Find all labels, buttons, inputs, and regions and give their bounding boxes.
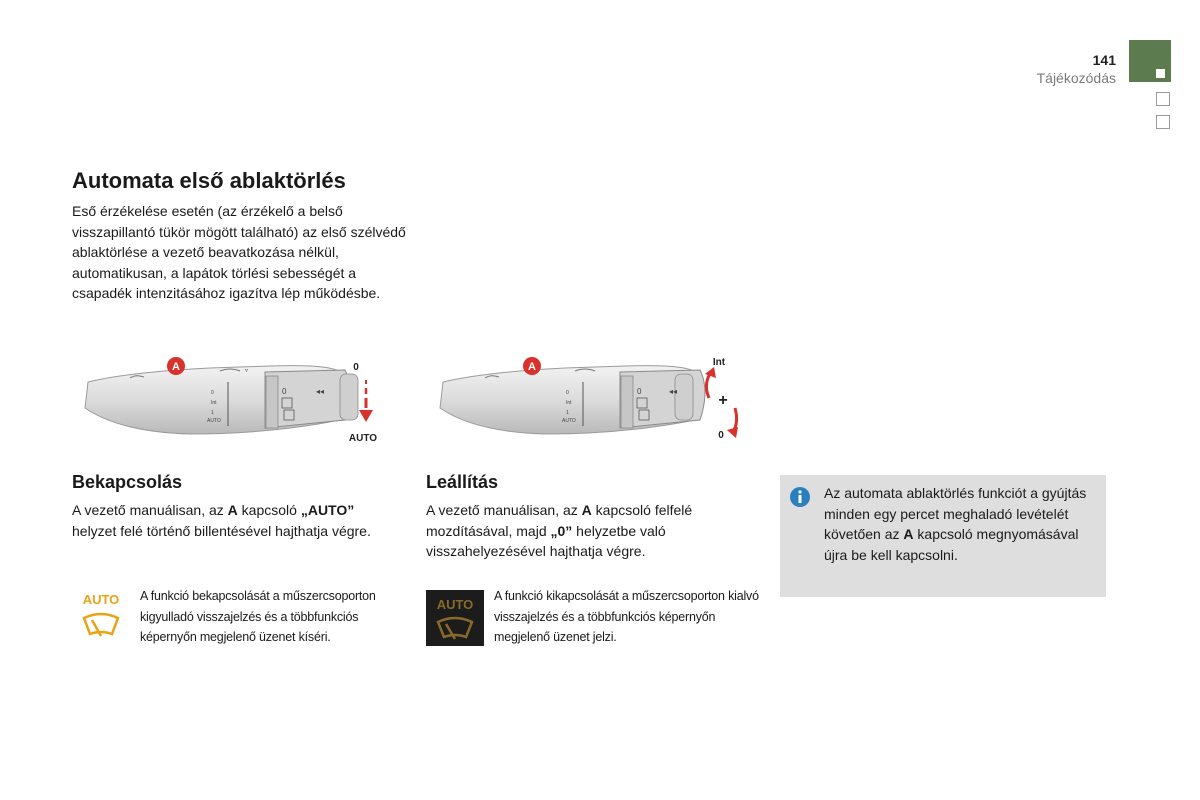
chapter-tab-box [1156, 115, 1170, 129]
info-text: Az automata ablaktörlés funkciót a gyújtás minden egy percet meghaladó levételét követően az A kapcsoló megnyomásával újra be kell kapcsolni. [824, 485, 1087, 563]
svg-text:0: 0 [211, 390, 214, 396]
wiper-stalk-illustration-auto [70, 350, 390, 450]
svg-text:Int: Int [566, 400, 572, 406]
info-icon [790, 487, 810, 507]
switch-off-heading: Leállítás [426, 472, 499, 492]
tab-marker [1156, 69, 1165, 78]
switch-on-note: A funkció bekapcsolását a műszercsoporton kigyulladó visszajelzés és a többfunkciós képernyőn megjelenő üzenet kíséri. [140, 589, 376, 644]
svg-text:◂◂: ◂◂ [669, 387, 678, 396]
indicator-auto-label: AUTO [436, 597, 474, 612]
svg-text:▿: ▿ [245, 368, 249, 374]
info-box [780, 475, 1106, 597]
indicator-auto-label: AUTO [82, 592, 120, 607]
svg-text:0: 0 [566, 390, 569, 396]
section-name: Tájékozódás [1036, 70, 1116, 86]
switch-off-paragraph: A vezető manuálisan, az A kapcsoló felfelé mozdításával, majd „0” helyzetbe való visszahelyezésével hajthatja végre. [426, 502, 693, 559]
chapter-tab-active [1129, 40, 1171, 82]
badge-a: A [528, 361, 536, 373]
badge-a: A [172, 361, 180, 373]
position-plus-label: + [718, 392, 728, 409]
position-int-label: Int [712, 357, 726, 368]
position-zero-label: 0 [353, 362, 359, 373]
svg-text:0: 0 [637, 387, 642, 396]
wiper-stalk-illustration-off [425, 350, 755, 450]
position-auto-label: AUTO [348, 433, 378, 444]
main-heading: Automata első ablaktörlés [72, 168, 346, 193]
switch-on-paragraph: A vezető manuálisan, az A kapcsoló „AUTO” helyzet felé történő billentésével hajthatja végre. [72, 502, 371, 539]
svg-text:Int: Int [211, 400, 217, 406]
position-zero-label: 0 [718, 430, 724, 441]
switch-off-note: A funkció kikapcsolását a műszercsoporton kialvó visszajelzés és a többfunkciós képernyőn megjelenő üzenet jelzi. [494, 589, 759, 644]
switch-on-heading: Bekapcsolás [72, 472, 183, 492]
svg-text:1: 1 [211, 410, 214, 416]
svg-text:0: 0 [282, 387, 287, 396]
svg-text:◂◂: ◂◂ [316, 387, 325, 396]
svg-text:AUTO: AUTO [562, 418, 576, 424]
intro-paragraph: Eső érzékelése esetén (az érzékelő a belső visszapillantó tükör mögött található) az első szélvédő ablaktörlése a vezető beavatkozása nélkül, automatikusan, a lapátok törlési sebességét a csapadék intenzitásához igazítva lép működésbe. [72, 203, 406, 301]
svg-text:1: 1 [566, 410, 569, 416]
page-number: 141 [1092, 52, 1116, 68]
auto-wiper-indicator-off-icon [426, 590, 484, 646]
chapter-tab-box [1156, 92, 1170, 106]
svg-text:AUTO: AUTO [207, 418, 221, 424]
auto-wiper-indicator-on-icon [78, 590, 124, 644]
